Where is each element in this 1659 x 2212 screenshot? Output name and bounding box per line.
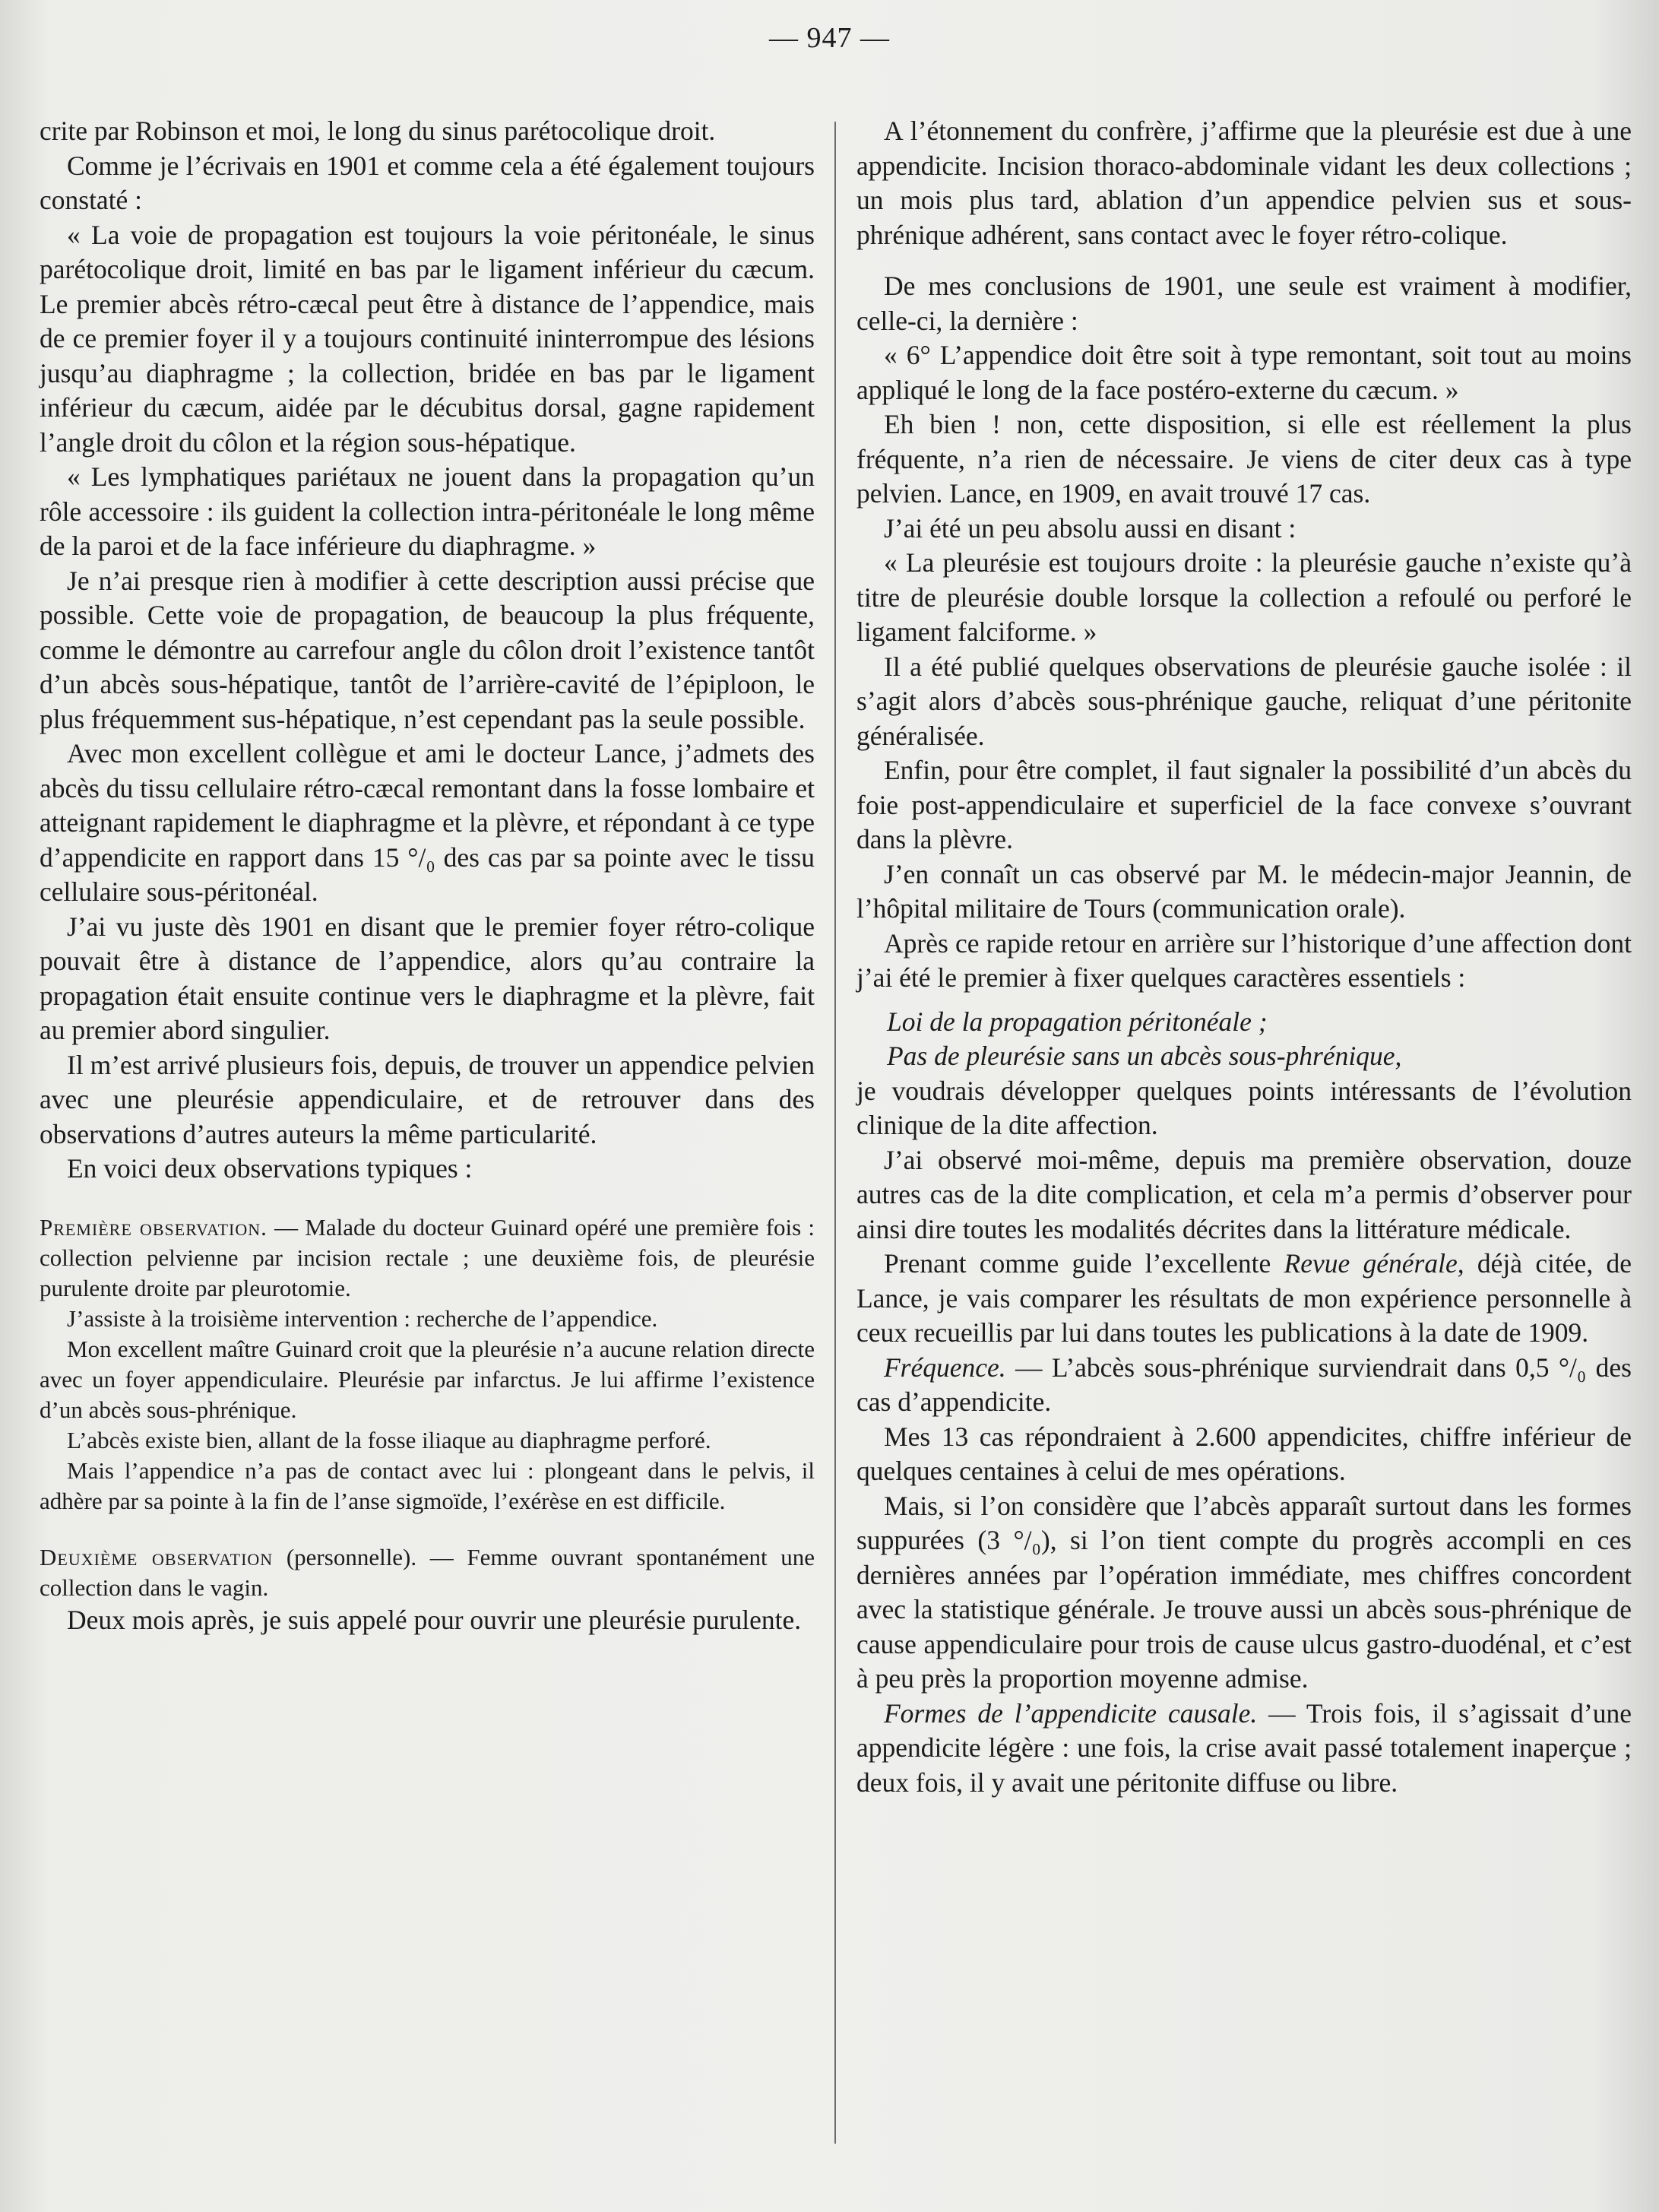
paragraph: J’ai été un peu absolu aussi en disant : xyxy=(884,512,1296,543)
paragraph: je voudrais développer quelques points intéressants de l’évolution clinique de la dite affection. xyxy=(856,1075,1632,1140)
observation-heading: Première observation. xyxy=(40,1213,268,1241)
italic-title: Revue générale, xyxy=(1284,1248,1464,1279)
paragraph: Avec mon excellent collègue et ami le docteur Lance, j’admets des abcès du tissu cellulaire rétro-cæcal remontant dans la fosse lombaire et atteignant rapidement le diaphragme et la plèvre, et répondant à ce type d’appendicite en rapport dans 15 °/₀ des cas par sa pointe avec le tissu cellulaire sous-péritonéal. xyxy=(40,738,815,907)
observation-heading: Deuxième observation xyxy=(40,1543,274,1570)
observation-2 xyxy=(40,1542,815,1603)
quotation-paragraph: « Les lymphatiques pariétaux ne jouent dans la propagation qu’un rôle accessoire : ils guident la collection intra-péritonéale le long même de la paroi et de la face inférieure du diaphragme. » xyxy=(40,461,815,561)
observation-paragraph: Mon excellent maître Guinard croit que la pleurésie n’a aucune relation directe avec un foyer appendiculaire. Pleurésie par infarctus. Je lui affirme l’existence d’un abcès sous-phrénique. xyxy=(40,1335,815,1423)
paragraph xyxy=(856,1247,1632,1351)
paragraph: Mais, si l’on considère que l’abcès apparaît surtout dans les formes suppurées (3 °/₀), si l’on tient compte du progrès accompli en ces dernières années par l’opération immédiate, mes chiffres concordent avec la statistique générale. Je trouve aussi un abcès sous-phrénique de cause appendiculaire pour trois de cause ulcus gastro-duodénal, et c’est à peu près la proportion moyenne admise. xyxy=(856,1490,1632,1694)
text-run: — L’abcès sous-phrénique surviendrait dans 0,5 °/₀ des cas d’appendicite. xyxy=(856,1352,1632,1417)
paragraph: En voici deux observations typiques : xyxy=(67,1153,473,1184)
quotation-paragraph: « 6° L’appendice doit être soit à type remontant, soit tout au moins appliqué le long de la face postéro-externe du cæcum. » xyxy=(856,340,1632,405)
paragraph: Comme je l’écrivais en 1901 et comme cela a été également toujours constaté : xyxy=(40,150,815,215)
text-run: déjà citée, de Lance, je vais comparer les résultats de mon expérience personnelle à ceux recueillis par lui dans toutes les publications à la date de 1909. xyxy=(856,1248,1632,1348)
column-divider xyxy=(834,122,836,2144)
left-column xyxy=(40,114,815,1637)
observation-text: — Malade du docteur Guinard opéré une première fois : collection pelvienne par incision rectale ; une deuxième fois, de pleurésie purulente droite par pleurotomie. xyxy=(40,1213,815,1301)
paragraph xyxy=(856,1351,1632,1420)
section-label: Formes de l’appendicite causale. xyxy=(884,1697,1258,1729)
section-label: Fréquence. xyxy=(884,1352,1006,1383)
observation-text: (personnelle). — Femme ouvrant spontanément une collection dans le vagin. xyxy=(40,1543,815,1601)
paragraph: Enfin, pour être complet, il faut signaler la possibilité d’un abcès du foie post-appendiculaire et superficiel de la face convexe s’ouvrant dans la plèvre. xyxy=(856,755,1632,854)
right-column xyxy=(856,114,1632,1800)
observation-paragraph: Deux mois après, je suis appelé pour ouvrir une pleurésie purulente. xyxy=(67,1604,802,1635)
text-run: — Trois fois, il s’agissait d’une appendicite légère : une fois, la crise avait passé totalement inaperçue ; deux fois, il y avait une péritonite diffuse ou libre. xyxy=(856,1697,1632,1798)
paragraph: Après ce rapide retour en arrière sur l’historique d’une affection dont j’ai été le premier à fixer quelques caractères essentiels : xyxy=(856,927,1632,993)
paragraph: J’ai observé moi-même, depuis ma première observation, douze autres cas de la dite complication, et cela m’a permis d’observer pour ainsi dire toutes les modalités décrites dans la littérature médicale. xyxy=(856,1144,1632,1244)
observation-paragraph: Mais l’appendice n’a pas de contact avec lui : plongeant dans le pelvis, il adhère par sa pointe à la fin de l’anse sigmoïde, l’exérèse en est difficile. xyxy=(40,1456,815,1514)
paragraph: De mes conclusions de 1901, une seule est vraiment à modifier, celle-ci, la dernière : xyxy=(856,271,1632,336)
text-run: Prenant comme guide l’excellente xyxy=(884,1248,1284,1279)
observation-1 xyxy=(40,1212,815,1304)
quotation-paragraph: « La pleurésie est toujours droite : la pleurésie gauche n’existe qu’à titre de pleurésie double lorsque la collection a refoulé ou perforé le ligament falciforme. » xyxy=(856,547,1632,647)
paragraph: J’en connaît un cas observé par M. le médecin-major Jeannin, de l’hôpital militaire de Tours (communication orale). xyxy=(856,858,1632,924)
quotation-paragraph: « La voie de propagation est toujours la voie péritonéale, le sinus parétocolique droit, limité en bas par le ligament inférieur du cæcum. Le premier abcès rétro-cæcal peut être à distance de l’appendice, mais de ce premier foyer il y a toujours continuité ininterrompue des lésions jusqu’au diaphragme ; la collection, bridée en bas par le ligament inférieur du cæcum, aidée par le décubitus dorsal, gagne rapidement l’angle droit du côlon et la région sous-hépatique. xyxy=(40,219,815,458)
law-line: Pas de pleurésie sans un abcès sous-phrénique, xyxy=(887,1041,1402,1071)
paragraph: J’ai vu juste dès 1901 en disant que le premier foyer rétro-colique pouvait être à distance de l’appendice, alors qu’au contraire la propagation était ensuite continue vers le diaphragme et la plèvre, fait au premier abord singulier. xyxy=(40,911,815,1045)
paragraph: A l’étonnement du confrère, j’affirme que la pleurésie est due à une appendicite. Incision thoraco-abdominale vidant les deux collections ; un mois plus tard, ablation d’un appendice pelvien sus et sous-phrénique adhérent, sans contact avec le foyer rétro-colique. xyxy=(856,116,1632,250)
paragraph: Eh bien ! non, cette disposition, si elle est réellement la plus fréquente, n’a rien de nécessaire. Je viens de citer deux cas à type pelvien. Lance, en 1909, en avait trouvé 17 cas. xyxy=(856,409,1632,509)
observation-paragraph: L’abcès existe bien, allant de la fosse iliaque au diaphragme perforé. xyxy=(67,1426,711,1453)
paragraph: Mes 13 cas répondraient à 2.600 appendicites, chiffre inférieur de quelques centaines à celui de mes opérations. xyxy=(856,1421,1632,1486)
page-number: — 947 — xyxy=(769,22,890,54)
law-line: Loi de la propagation péritonéale ; xyxy=(887,1006,1268,1037)
paragraph: crite par Robinson et moi, le long du sinus parétocolique droit. xyxy=(40,116,716,146)
paragraph: Il a été publié quelques observations de pleurésie gauche isolée : il s’agit alors d’abcès sous-phrénique gauche, reliquat d’une péritonite généralisée. xyxy=(856,651,1632,751)
paragraph: Il m’est arrivé plusieurs fois, depuis, de trouver un appendice pelvien avec une pleurésie appendiculaire, et de retrouver dans des observations d’autres auteurs la même particularité. xyxy=(40,1049,815,1149)
paragraph: Je n’ai presque rien à modifier à cette description aussi précise que possible. Cette voie de propagation, de beaucoup la plus fréquente, comme le démontre au carrefour angle du côlon droit l’existence tantôt d’un abcès sous-hépatique, tantôt de l’arrière-cavité de l’épiploon, le plus fréquemment sus-hépatique, n’est cependant pas la seule possible. xyxy=(40,565,815,734)
paragraph xyxy=(856,1697,1632,1801)
observation-paragraph: J’assiste à la troisième intervention : recherche de l’appendice. xyxy=(67,1304,658,1332)
